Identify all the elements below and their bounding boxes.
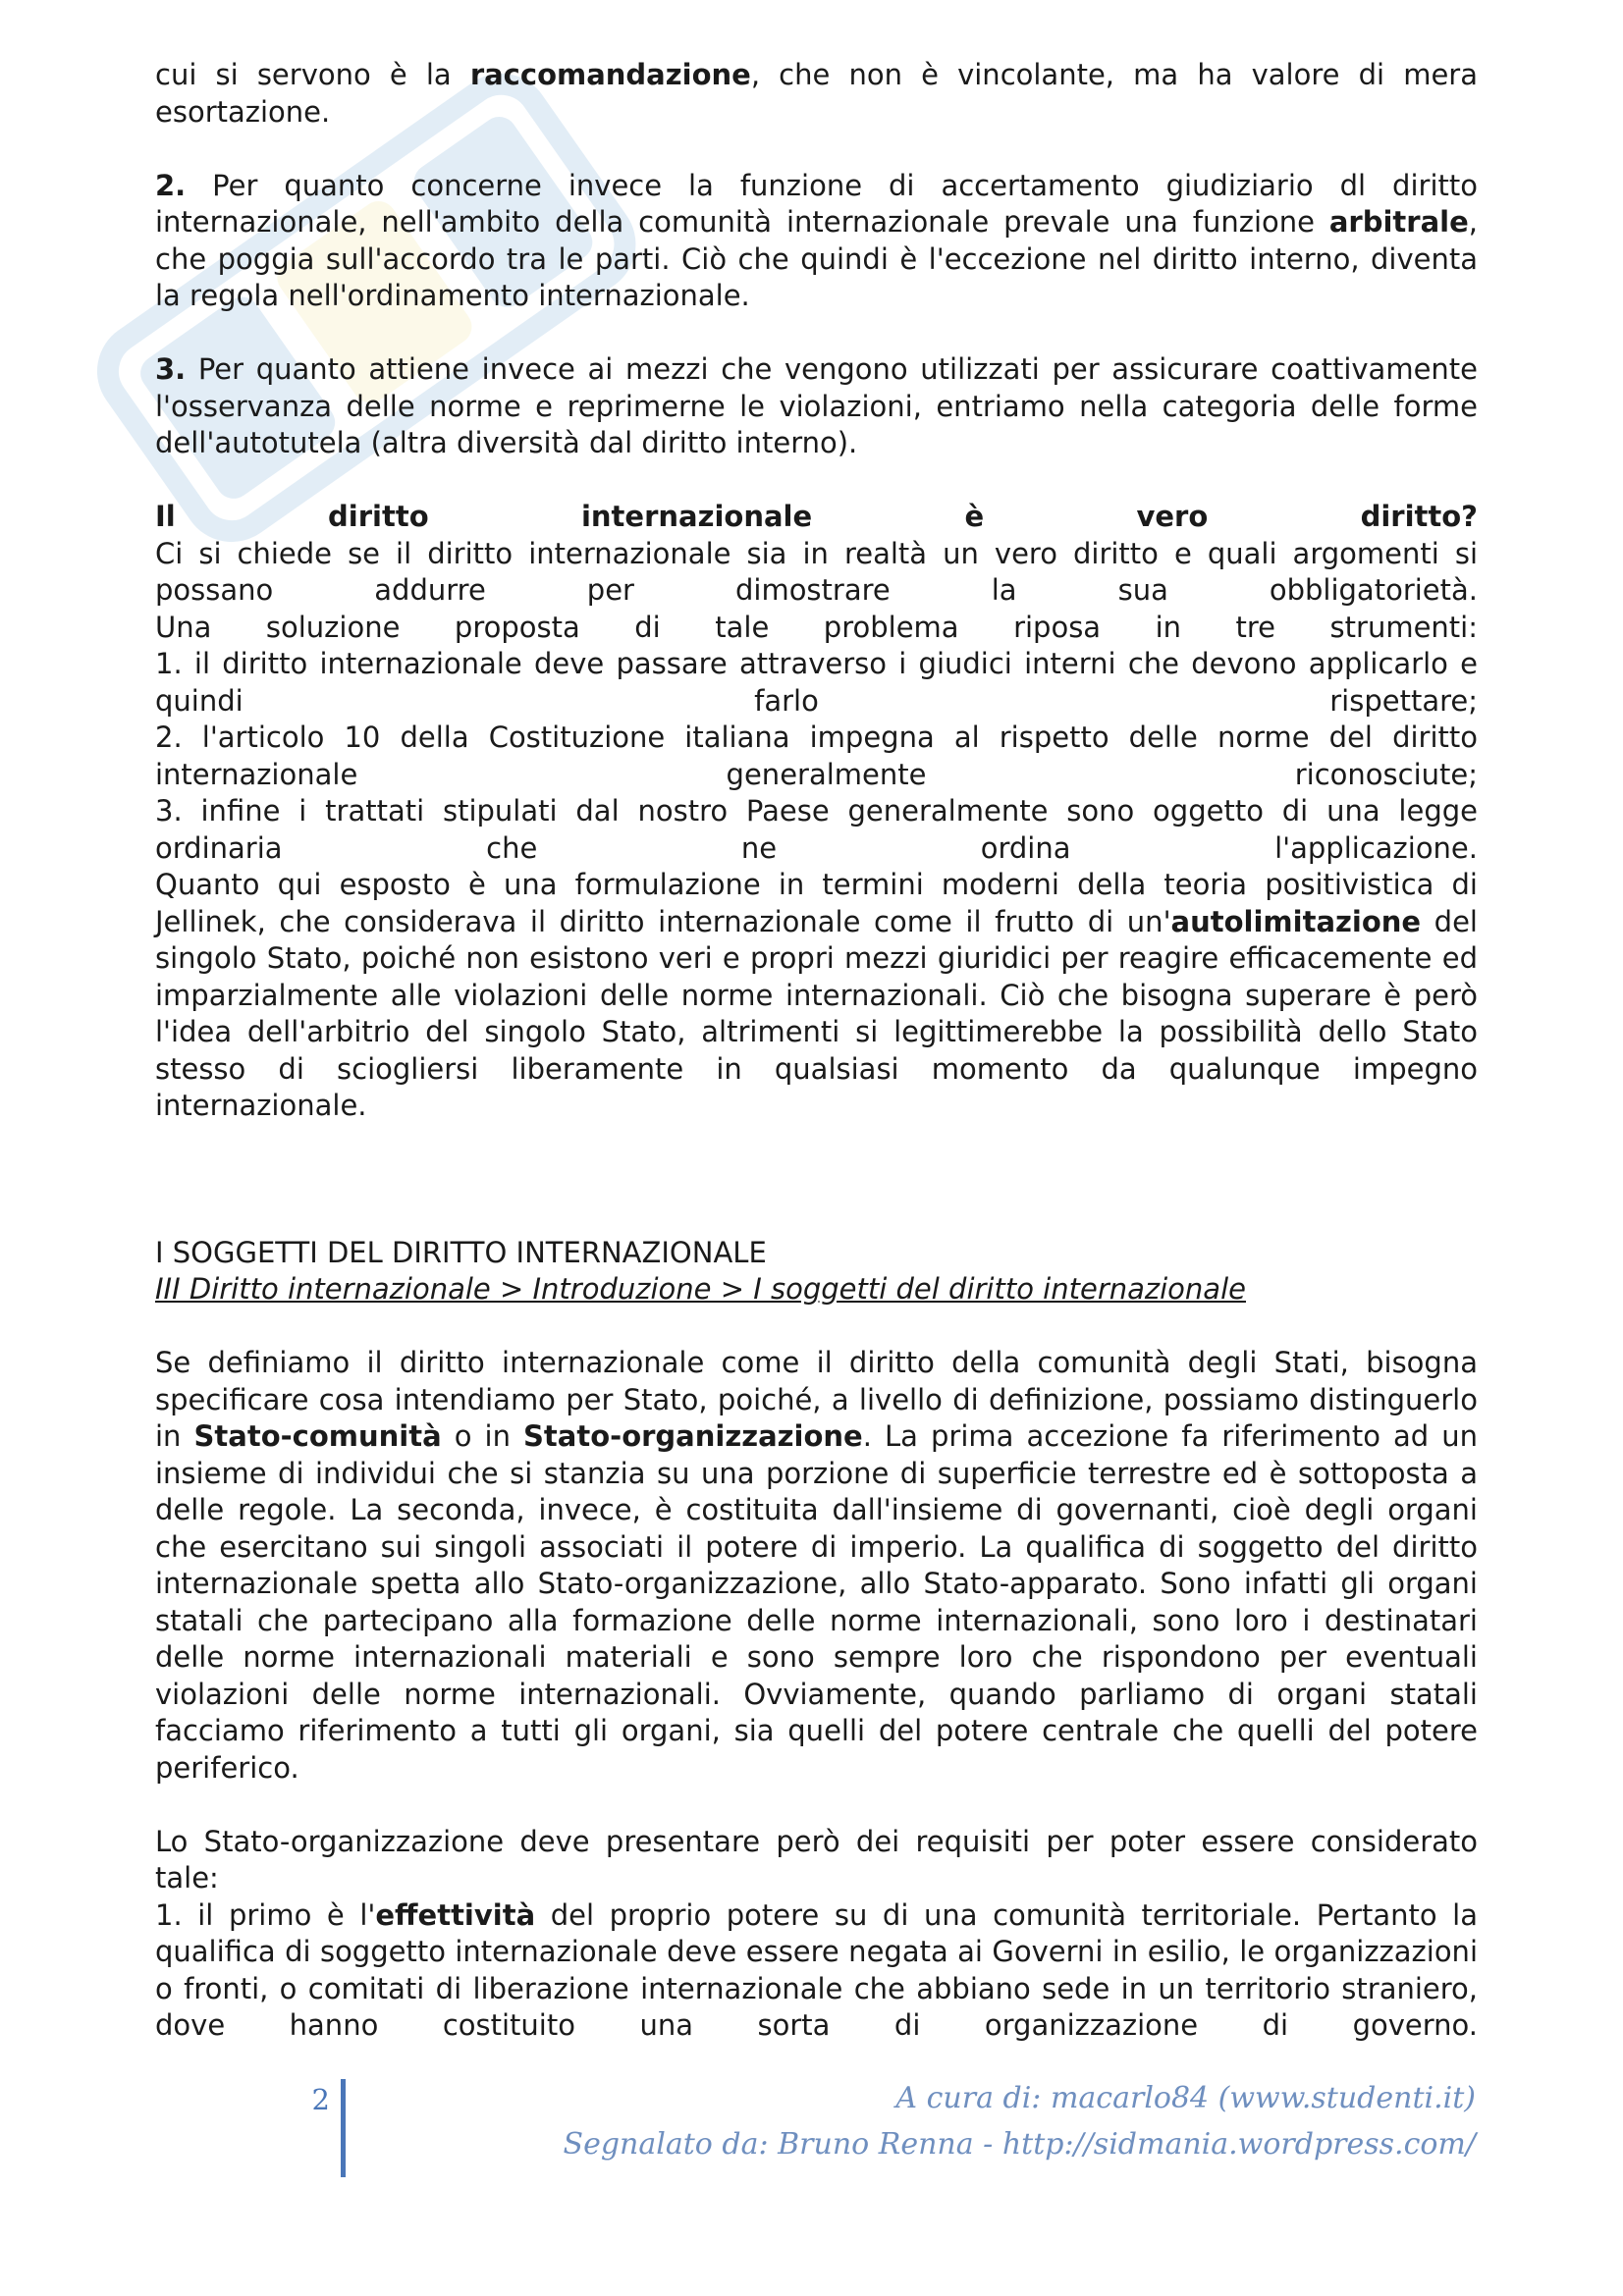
list-item-3: 3. infine i trattati stipulati dal nostro Paese generalmente sono oggetto di una legge ordinaria che ne ordina l'applicazione. (155, 794, 1478, 865)
list-item-1: 1. il diritto internazionale deve passare attraverso i giudici interni che devono applicarlo e quindi farlo rispettare; (155, 647, 1478, 718)
document-body (155, 57, 1478, 2045)
paragraph-jellinek: Quanto qui esposto è una formulazione in termini moderni della teoria positivistica di Jellinek, che considerava il diritto internazionale come il frutto di un'autolimitazione del singolo Stato, poiché non esistono veri e propri mezzi giuridici per reagire efficacemente ed imparzialmente alle violazioni delle norme internazionali. Ciò che bisogna superare è però l'idea dell'arbitrio del singolo Stato, altrimenti si legittimerebbe la possibilità dello Stato stesso di sciogliersi liberamente in qualsiasi momento da qualunque impegno internazionale. (155, 868, 1478, 1122)
vero-diritto-heading: Il diritto internazionale è vero diritto? (155, 500, 1478, 533)
paragraph-raccomandazione: cui si servono è la raccomandazione, che non è vincolante, ma ha valore di mera esortazione. (155, 58, 1478, 129)
section-breadcrumb: III Diritto internazionale > Introduzione > I soggetti del diritto internazionale (155, 1272, 1246, 1306)
section-title: I SOGGETTI DEL DIRITTO INTERNAZIONALE (155, 1235, 767, 1269)
paragraph-requisiti: Lo Stato-organizzazione deve presentare però dei requisiti per poter essere considerato tale: (155, 1824, 1478, 1895)
list-item-2: 2. l'articolo 10 della Costituzione italiana impegna al rispetto delle norme del diritto internazionale generalmente riconosciute; (155, 721, 1478, 791)
footer-credit-author: A cura di: macarlo84 (www.studenti.it) (895, 2081, 1476, 2115)
vero-diritto-solution: Una soluzione proposta di tale problema riposa in tre strumenti: (155, 610, 1478, 644)
page-number: 2 (311, 2083, 330, 2116)
list-item-effettivita: 1. il primo è l'effettività del proprio potere su di una comunità territoriale. Pertanto la qualifica di soggetto internazionale deve essere negata ai Governi in esilio, le organizzazioni o fronti, o comitati di liberazione internazionale che abbiano sede in un territorio straniero, dove hanno costituito una sorta di organizzazione di governo. (155, 1897, 1478, 2042)
footer-divider (341, 2079, 346, 2177)
paragraph-stato: Se definiamo il diritto internazionale come il diritto della comunità degli Stati, bisogna specificare cosa intendiamo per Stato, poiché, a livello di definizione, possiamo distinguerlo in Stato-comunità o in Stato-organizzazione. La prima accezione fa riferimento ad un insieme di individui che si stanzia su una porzione di superficie terrestre ed è sottoposta a delle regole. La seconda, invece, è costituita dall'insieme di governanti, cioè degli organi che esercitano sui singoli associati il potere di imperio. La qualifica di soggetto del diritto internazionale spetta allo Stato-organizzazione, allo Stato-apparato. Sono infatti gli organi statali che partecipano alla formazione delle norme internazionali, sono loro i destinatari delle norme internazionali materiali e sono sempre loro che rispondono per eventuali violazioni delle norme internazionali. Ovviamente, quando parliamo di organi statali facciamo riferimento a tutti gli organi, sia quelli del potere centrale che quelli del potere periferico. (155, 1346, 1479, 1785)
paragraph-point-2: 2. Per quanto concerne invece la funzione di accertamento giudiziario dl diritto internazionale, nell'ambito della comunità internazionale prevale una funzione arbitrale, che poggia sull'accordo tra le parti. Ciò che quindi è l'eccezione nel diritto interno, diventa la regola nell'ordinamento internazionale. (155, 168, 1478, 312)
vero-diritto-question: Ci si chiede se il diritto internazionale sia in realtà un vero diritto e quali argomenti si possano addurre per dimostrare la sua obbligatorietà. (155, 536, 1478, 607)
footer-credit-source: Segnalato da: Bruno Renna - http://sidmania.wordpress.com/ (563, 2127, 1476, 2162)
paragraph-point-3: 3. Per quanto attiene invece ai mezzi che vengono utilizzati per assicurare coattivamente l'osservanza delle norme e reprimerne le violazioni, entriamo nella categoria delle forme dell'autotutela (altra diversità dal diritto interno). (155, 352, 1478, 459)
